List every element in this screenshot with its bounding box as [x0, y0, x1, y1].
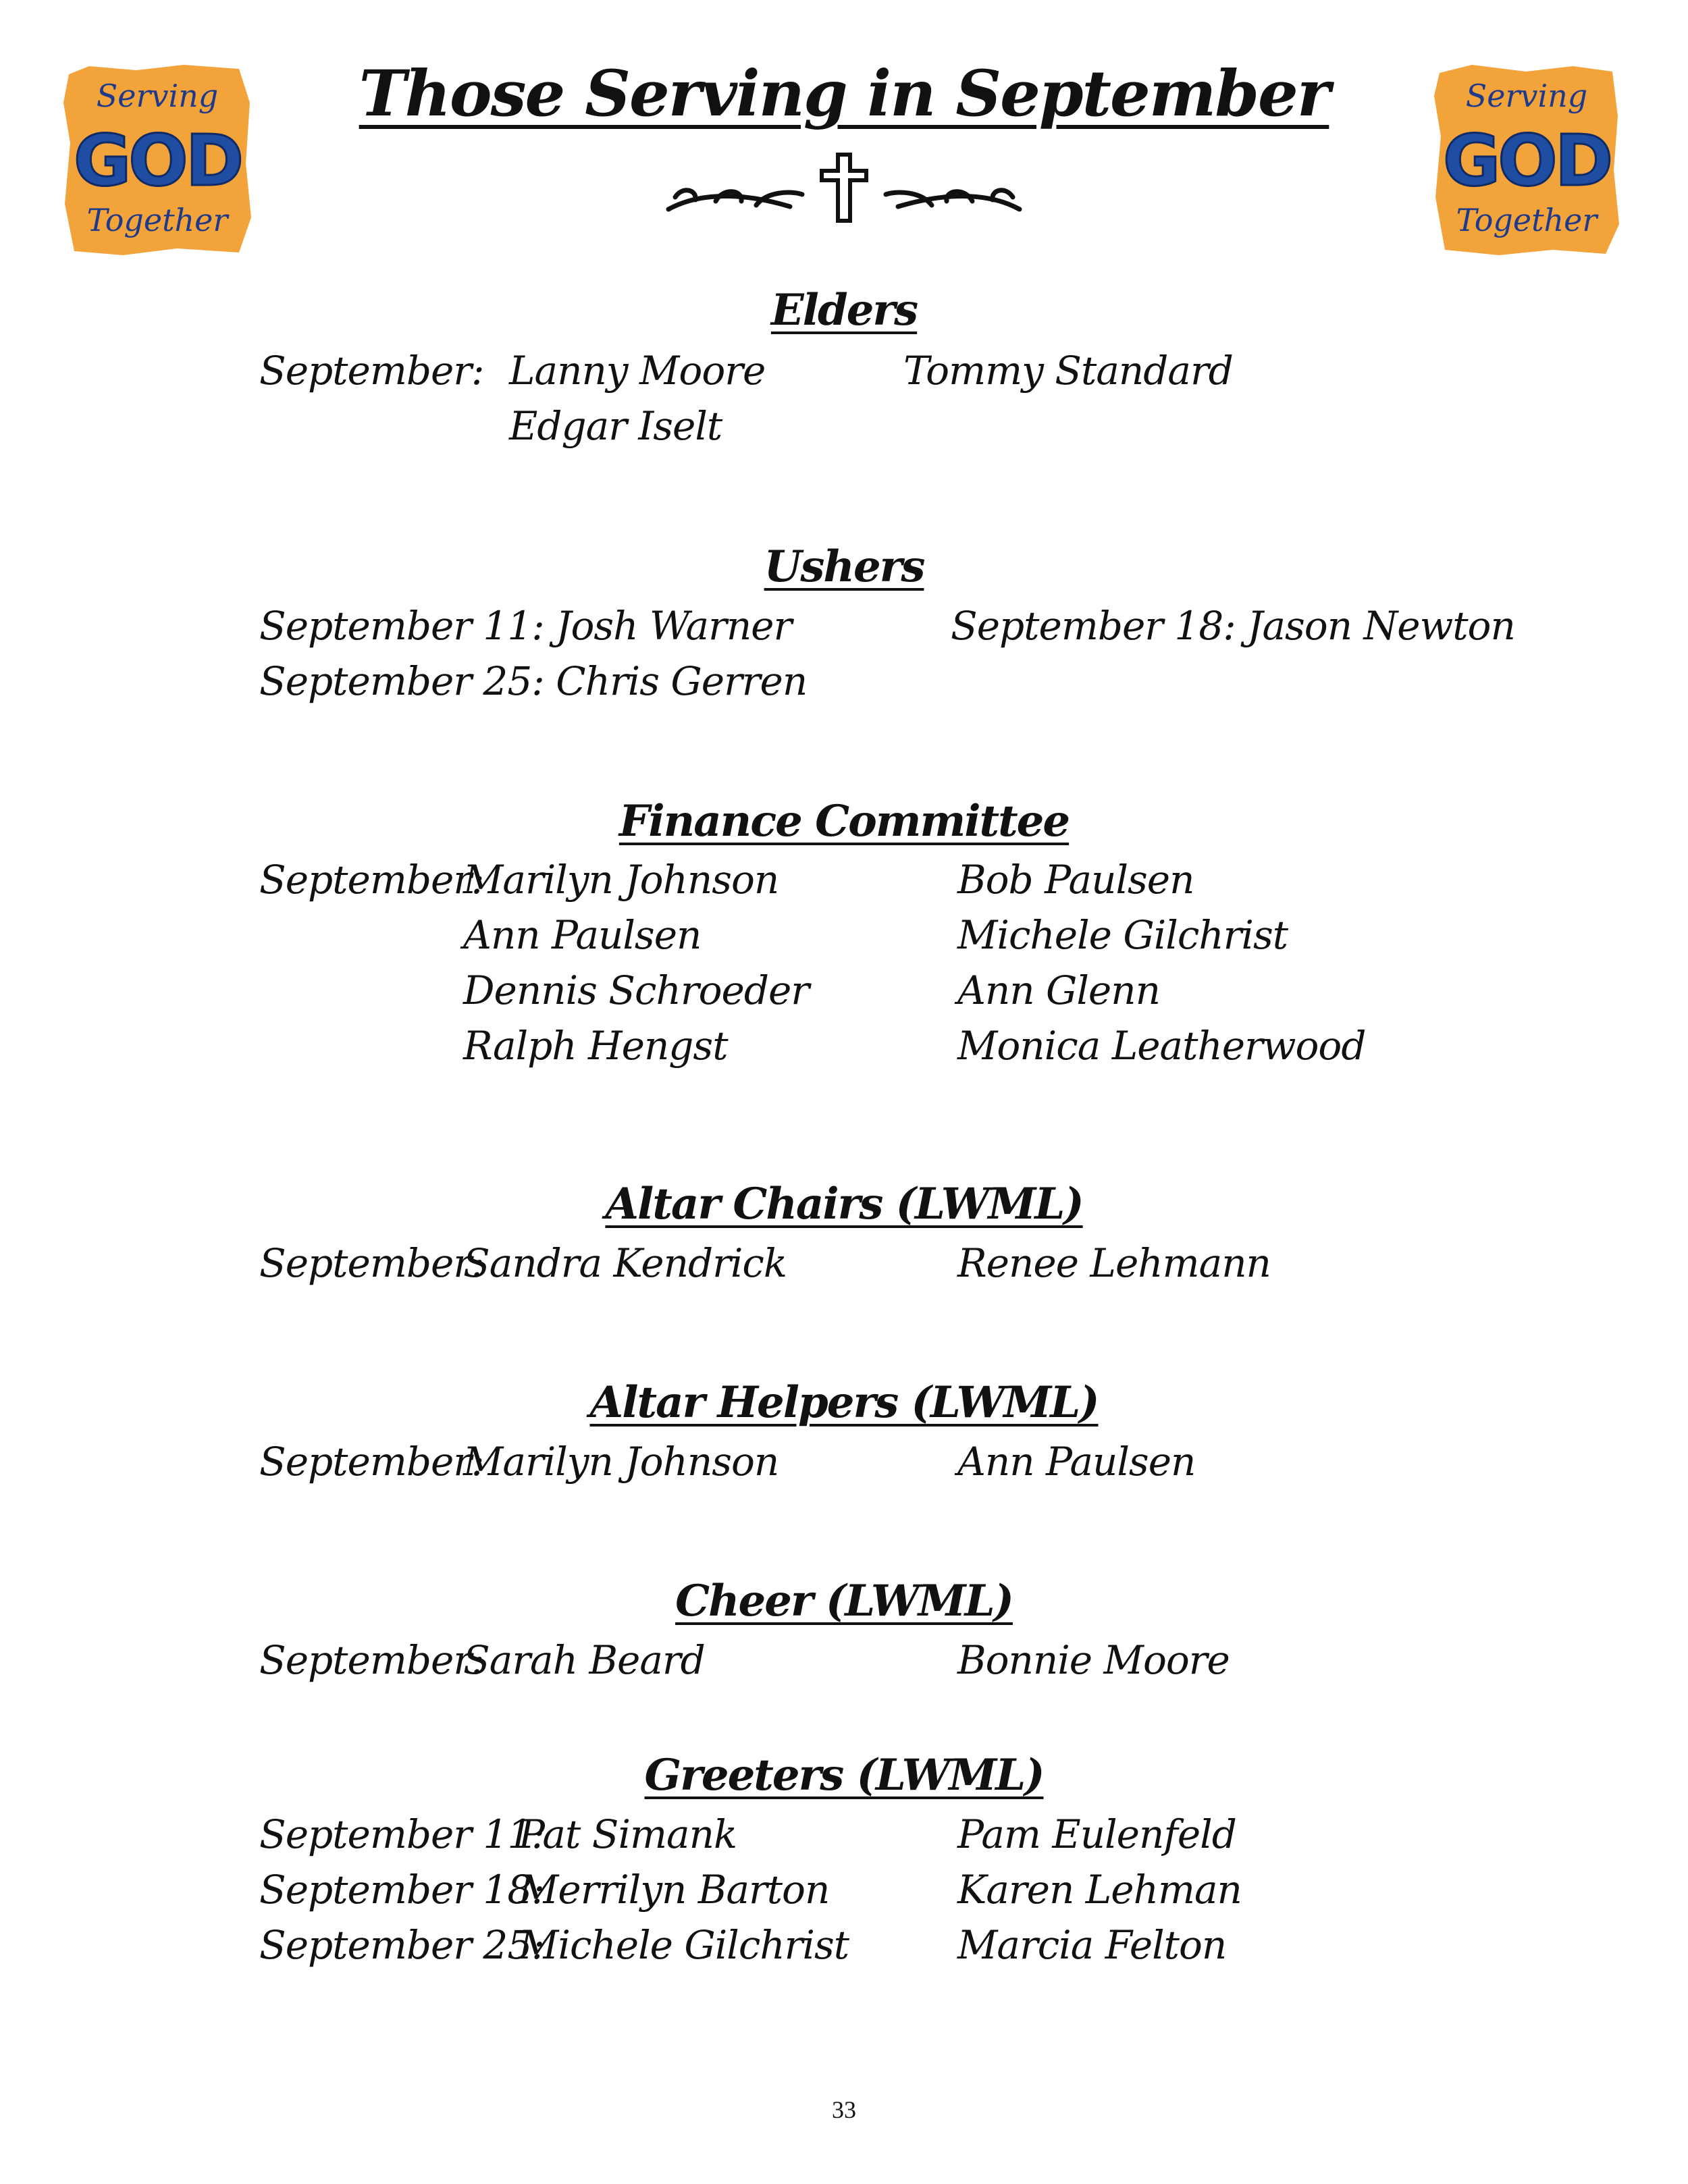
- greeters-date: September 11:: [259, 1811, 544, 1857]
- altar-chairs-label: September:: [259, 1240, 484, 1286]
- usher-entry: September 25: Chris Gerren: [259, 658, 808, 704]
- cheer-name: Sarah Beard: [463, 1637, 705, 1683]
- elder-name: Edgar Iselt: [509, 403, 722, 449]
- finance-member-name: Ralph Hengst: [463, 1023, 728, 1069]
- altar-chairs-name: Sandra Kendrick: [463, 1240, 787, 1286]
- finance-member-name: Monica Leatherwood: [957, 1023, 1366, 1069]
- logo-middle-text: GOD: [1442, 119, 1611, 202]
- page-title: Those Serving in September: [359, 57, 1329, 131]
- logo-middle-text: GOD: [73, 119, 242, 202]
- cross-divider-ornament: [655, 147, 1033, 228]
- finance-committee-heading: Finance Committee: [618, 796, 1070, 847]
- greeter-name: Pat Simank: [519, 1811, 737, 1857]
- finance-member-name: Ann Glenn: [957, 967, 1160, 1013]
- finance-label: September:: [259, 857, 484, 903]
- cross-icon: [820, 153, 868, 223]
- altar-chairs-heading: Altar Chairs (LWML): [605, 1179, 1083, 1229]
- greeters-date: September 18:: [259, 1867, 544, 1913]
- logo-top-text: Serving: [1465, 78, 1588, 114]
- finance-member-name: Michele Gilchrist: [957, 912, 1288, 958]
- ushers-heading: Ushers: [764, 541, 924, 592]
- altar-chairs-name: Renee Lehmann: [957, 1240, 1271, 1286]
- elder-name: Tommy Standard: [903, 348, 1233, 394]
- logo-bottom-text: Together: [1456, 202, 1598, 238]
- finance-member-name: Marilyn Johnson: [463, 857, 779, 903]
- altar-helpers-name: Ann Paulsen: [957, 1439, 1196, 1485]
- usher-entry: September 11: Josh Warner: [259, 603, 792, 649]
- page-number: 33: [832, 2096, 856, 2123]
- finance-member-name: Dennis Schroeder: [463, 967, 810, 1013]
- cheer-heading: Cheer (LWML): [675, 1576, 1013, 1626]
- greeter-name: Merrilyn Barton: [519, 1867, 830, 1913]
- greeter-name: Karen Lehman: [957, 1867, 1242, 1913]
- elders-label: September:: [259, 348, 484, 394]
- logo-top-text: Serving: [96, 78, 219, 114]
- greeters-date: September 25:: [259, 1922, 544, 1968]
- elders-heading: Elders: [770, 285, 918, 336]
- cheer-name: Bonnie Moore: [957, 1637, 1230, 1683]
- cheer-label: September:: [259, 1637, 484, 1683]
- greeter-name: Michele Gilchrist: [519, 1922, 849, 1968]
- altar-helpers-heading: Altar Helpers (LWML): [589, 1377, 1099, 1428]
- greeter-name: Marcia Felton: [957, 1922, 1227, 1968]
- usher-entry: September 18: Jason Newton: [951, 603, 1515, 649]
- logo-bottom-text: Together: [86, 202, 228, 238]
- greeter-name: Pam Eulenfeld: [957, 1811, 1236, 1857]
- elder-name: Lanny Moore: [509, 348, 766, 394]
- greeters-heading: Greeters (LWML): [644, 1750, 1044, 1801]
- finance-member-name: Bob Paulsen: [957, 857, 1194, 903]
- altar-helpers-label: September:: [259, 1439, 484, 1485]
- altar-helpers-name: Marilyn Johnson: [463, 1439, 779, 1485]
- finance-member-name: Ann Paulsen: [463, 912, 702, 958]
